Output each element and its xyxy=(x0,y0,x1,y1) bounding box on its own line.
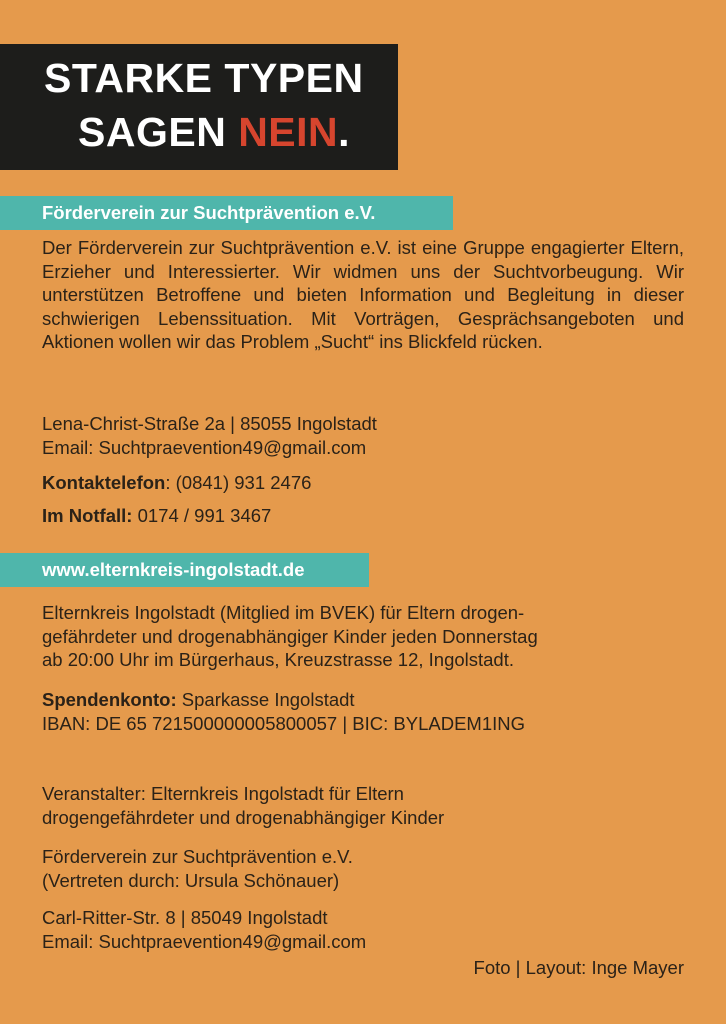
footer-contact-block xyxy=(42,906,684,953)
elternkreis-paragraph xyxy=(42,601,684,672)
headline-accent-word: NEIN xyxy=(238,109,339,155)
headline-box xyxy=(0,44,398,170)
donation-label: Spendenkonto: xyxy=(42,689,177,710)
elternkreis-line-1: Elternkreis Ingolstadt (Mitglied im BVEK) für Eltern drogen- xyxy=(42,602,525,623)
organizer-line-2: drogengefährdeter und drogenabhängiger Kinder xyxy=(42,806,445,828)
iban-line: IBAN: DE 65 721500000005800057 | BIC: BYLADEM1ING xyxy=(42,712,526,734)
organizer-line-1: Veranstalter: Elternkreis Ingolstadt für Eltern xyxy=(42,783,404,804)
donation-block xyxy=(42,688,684,735)
emergency-label: Im Notfall: xyxy=(42,505,133,526)
website-ribbon: www.elternkreis-ingolstadt.de xyxy=(0,553,369,587)
donation-bank: Sparkasse Ingolstadt xyxy=(176,689,355,710)
donation-line xyxy=(42,688,684,712)
address-line: Lena-Christ-Straße 2a | 85055 Ingolstadt xyxy=(42,413,377,434)
contact-block xyxy=(42,412,684,459)
phone-value: : (0841) 931 2476 xyxy=(165,472,312,493)
headline-line-2 xyxy=(78,109,351,155)
footer-address-line: Carl-Ritter-Str. 8 | 85049 Ingolstadt xyxy=(42,907,328,928)
elternkreis-line-2: gefährdeter und drogenabhängiger Kinder jeden Donnerstag xyxy=(42,625,538,647)
footer-email-line: Email: Suchtpraevention49@gmail.com xyxy=(42,930,367,952)
association-line-1: Förderverein zur Suchtprävention e.V. xyxy=(42,846,353,867)
headline-period: . xyxy=(338,109,351,155)
email-line: Email: Suchtpraevention49@gmail.com xyxy=(42,436,367,458)
association-line-2: (Vertreten durch: Ursula Schönauer) xyxy=(42,869,340,891)
headline-line-1: STARKE TYPEN xyxy=(44,55,364,101)
intro-paragraph: Der Förderverein zur Suchtprävention e.V. ist eine Gruppe engagierter Eltern, Erzieher und Interessierter. Wir widmen uns der Suchtvorbeugung. Wir unterstützen Betroffene und bieten Information und Begleitung in dieser schwierigen Lebenssituation. Mit Vorträgen, Gesprächsangeboten und Aktionen wollen wir das Problem „Sucht“ ins Blickfeld rücken. xyxy=(42,237,684,352)
elternkreis-line-3: ab 20:00 Uhr im Bürgerhaus, Kreuzstrasse 12, Ingolstadt. xyxy=(42,649,515,670)
emergency-line xyxy=(42,504,684,528)
headline-line-2-start: SAGEN xyxy=(78,109,239,155)
emergency-value: 0174 / 991 3467 xyxy=(132,505,272,526)
association-block xyxy=(42,845,684,892)
phone-line xyxy=(42,471,684,495)
credit-line: Foto | Layout: Inge Mayer xyxy=(473,957,684,978)
section-ribbon-foerderverein: Förderverein zur Suchtprävention e.V. xyxy=(0,196,453,230)
phone-label: Kontaktelefon xyxy=(42,472,166,493)
organizer-block xyxy=(42,782,684,829)
